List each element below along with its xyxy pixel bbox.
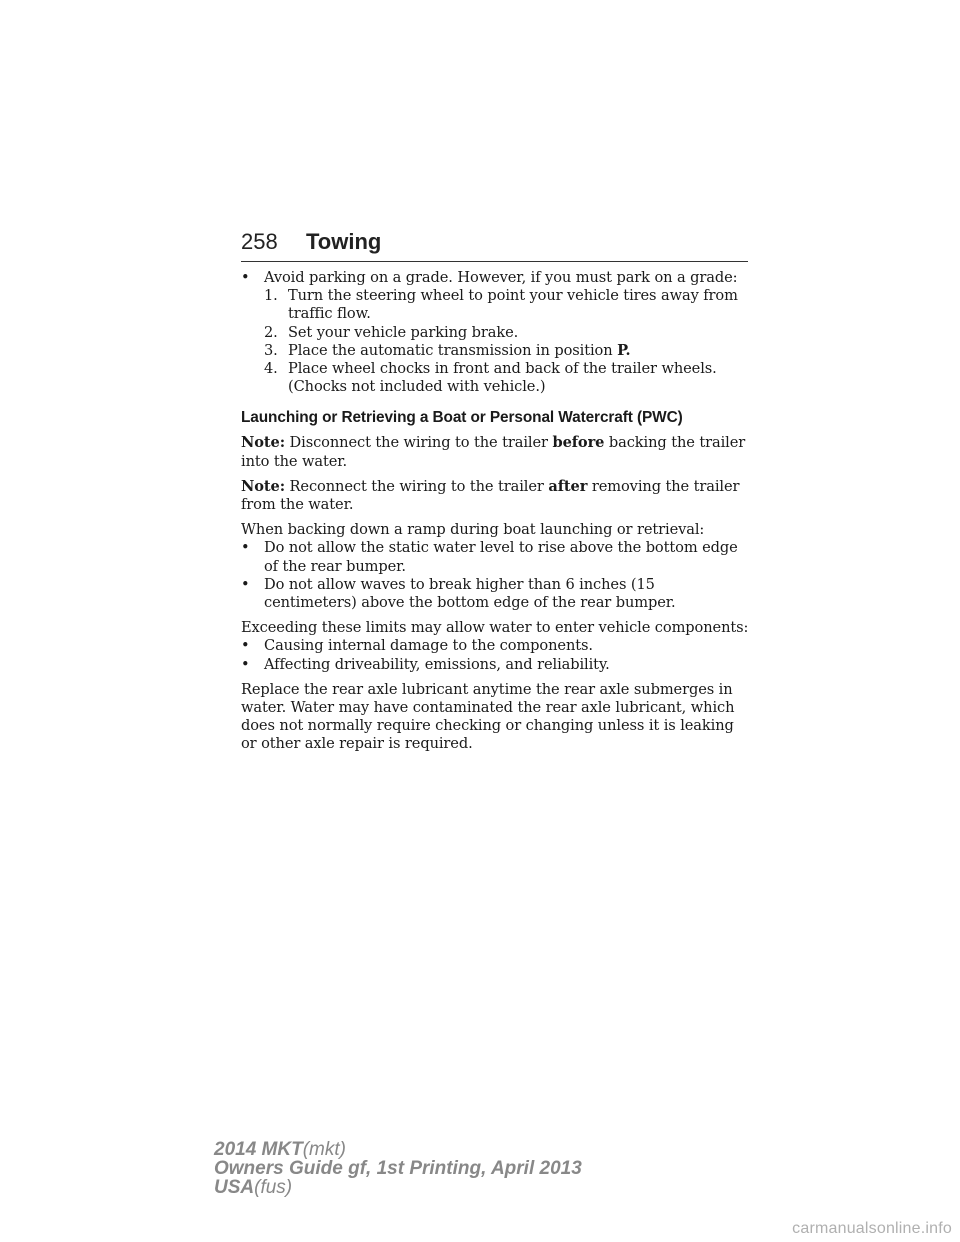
note-text: Disconnect the wiring to the trailer [289, 434, 548, 452]
bullet-text: Causing internal damage to the components. [264, 637, 593, 655]
grade-parking-intro: Avoid parking on a grade. However, if you must park on a grade: [264, 269, 738, 286]
backing-bullet [241, 539, 751, 575]
page-header [241, 227, 748, 262]
note-label: Note: [241, 477, 285, 495]
bullet-icon: • [241, 655, 250, 673]
note-text: Reconnect the wiring to the trailer [289, 477, 544, 495]
exceeding-intro: Exceeding these limits may allow water to enter vehicle components: [241, 619, 749, 637]
site-watermark: carmanualsonline.info [792, 1220, 952, 1237]
exceeding-bullet [241, 656, 751, 674]
page-content [241, 269, 751, 754]
transmission-position: P. [617, 341, 631, 359]
print-footer [214, 1140, 582, 1197]
axle-lubricant-paragraph: Replace the rear axle lubricant anytime the rear axle submerges in water. Water may have contaminated the rear axle lubricant, which does not normally require checking or changing unless it is leaking or other axle repair is required. [241, 680, 735, 753]
bullet-text: Do not allow the static water level to rise above the bottom edge of the rear bumper. [264, 539, 738, 575]
bullet-icon: • [241, 539, 250, 557]
bullet-text: Affecting driveability, emissions, and reliability. [264, 655, 610, 673]
step-number: 3. [264, 341, 278, 359]
note-text-end: removing the trailer from the water. [241, 477, 740, 514]
footer-market: USA [214, 1177, 255, 1198]
grade-parking-bullet [241, 269, 751, 287]
step-item [241, 360, 751, 396]
backing-intro: When backing down a ramp during boat launching or retrieval: [241, 521, 705, 539]
note-emphasis: after [548, 477, 588, 495]
note-disconnect [241, 434, 751, 470]
note-reconnect [241, 478, 751, 514]
bullet-text: Do not allow waves to break higher than 6 inches (15 centimeters) above the bottom edge of the rear bumper. [264, 575, 676, 612]
footer-line-market [214, 1178, 582, 1197]
launching-heading: Launching or Retrieving a Boat or Personal Watercraft (PWC) [241, 409, 683, 427]
footer-guide-info: Owners Guide gf, 1st Printing, April 2013 [214, 1158, 582, 1179]
page-number: 258 [241, 229, 278, 254]
note-text-end: backing the trailer into the water. [241, 434, 746, 470]
step-text: Turn the steering wheel to point your vehicle tires away from traffic flow. [288, 287, 738, 323]
bullet-icon: • [241, 637, 250, 655]
section-title: Towing [306, 229, 382, 254]
footer-model-code: (mkt) [302, 1139, 346, 1160]
note-emphasis: before [552, 434, 605, 452]
exceeding-bullet [241, 637, 751, 655]
backing-bullet [241, 576, 751, 612]
note-label: Note: [241, 434, 285, 452]
footer-model: 2014 MKT [214, 1139, 303, 1160]
footer-line-model [214, 1140, 582, 1159]
step-text: Set your vehicle parking brake. [288, 323, 519, 341]
footer-market-code: (fus) [254, 1177, 293, 1198]
step-item [241, 324, 751, 342]
bullet-icon: • [241, 575, 250, 593]
step-number: 1. [264, 287, 278, 305]
step-text: Place wheel chocks in front and back of the trailer wheels. (Chocks not included with vehicle.) [288, 360, 717, 396]
step-item [241, 287, 751, 323]
step-number: 4. [264, 360, 278, 378]
step-number: 2. [264, 323, 278, 341]
bullet-icon: • [241, 269, 250, 286]
step-text: Place the automatic transmission in position [288, 341, 613, 359]
step-item [241, 342, 751, 360]
